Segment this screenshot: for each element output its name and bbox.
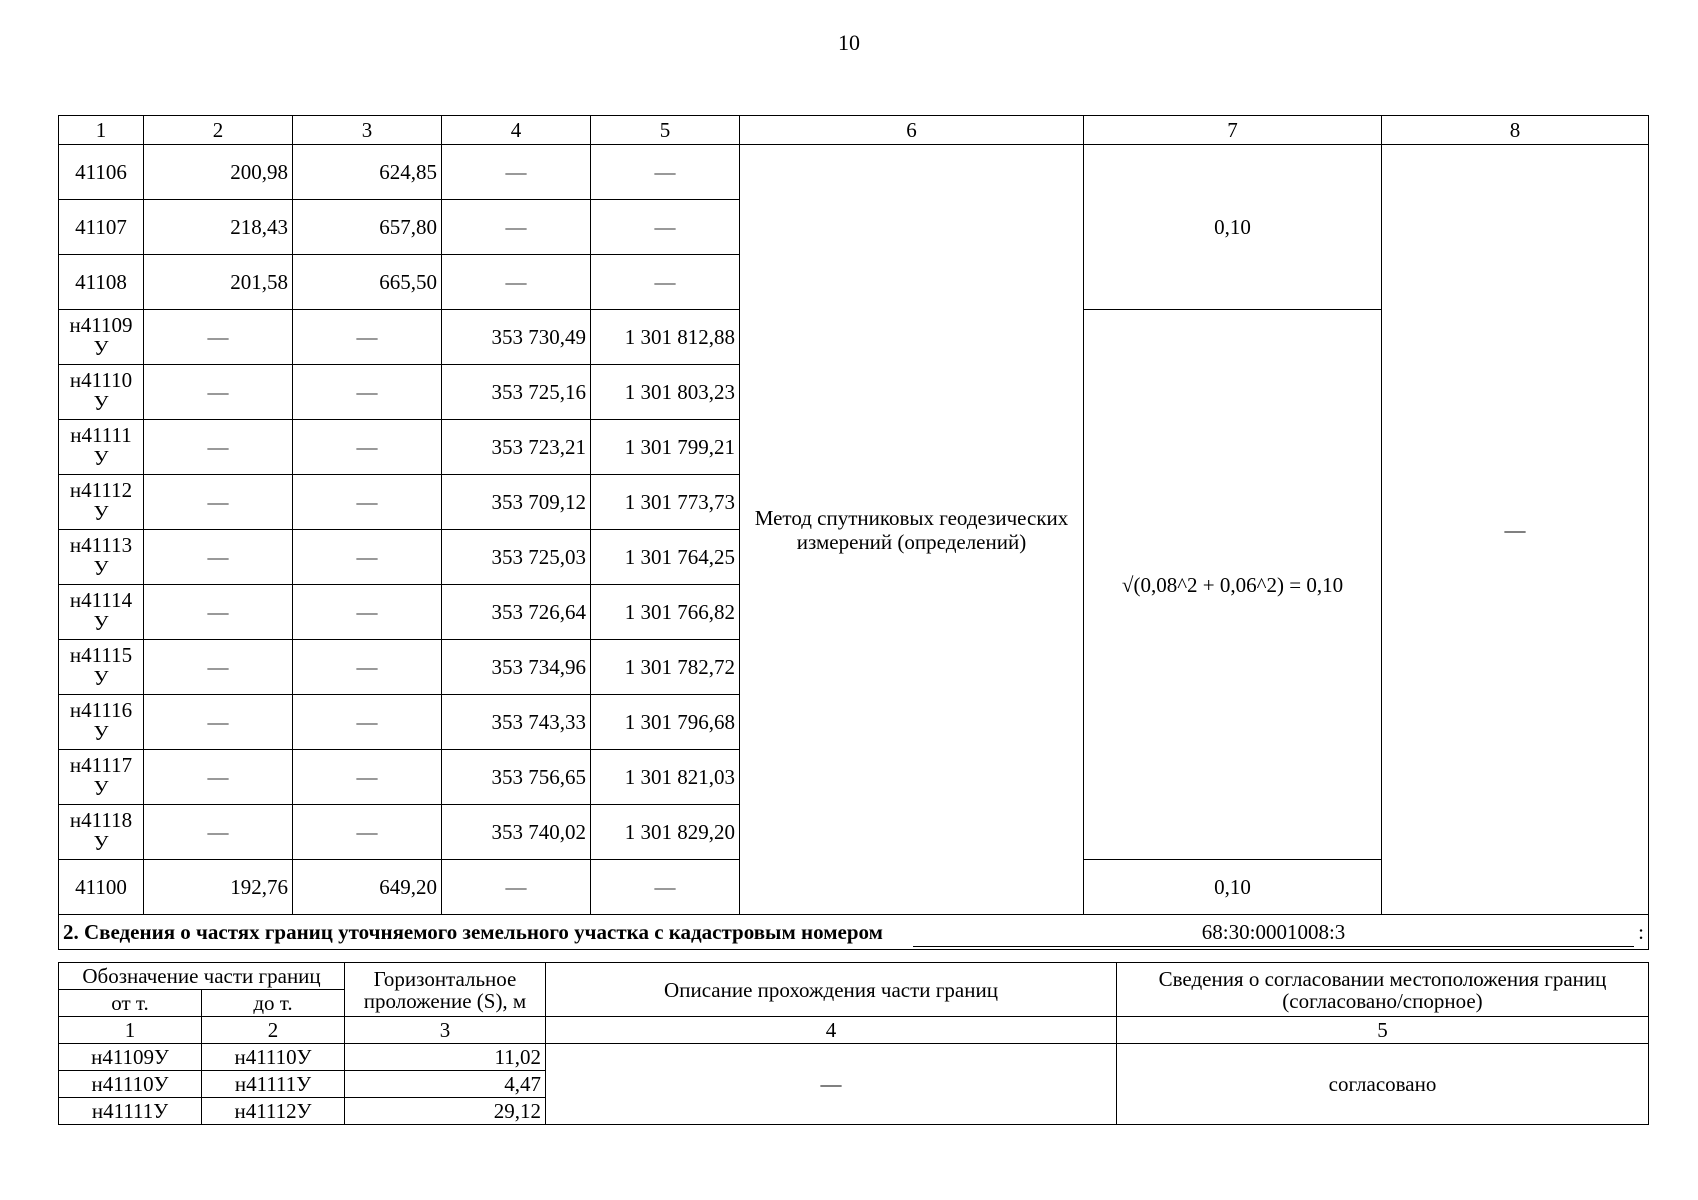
new-y: — — [591, 145, 740, 200]
old-x: — — [144, 585, 293, 640]
new-y: — — [591, 200, 740, 255]
old-x: — — [144, 805, 293, 860]
point-name: н41113 У — [59, 530, 144, 585]
point-name: 41106 — [59, 145, 144, 200]
section2-title: 2. Сведения о частях границ уточняемого земельного участка с кадастровым номером — [63, 920, 883, 944]
header-description: Описание прохождения части границ — [546, 963, 1117, 1017]
new-y: — — [591, 860, 740, 915]
section2-cell — [59, 915, 1649, 950]
accuracy-bottom: 0,10 — [1084, 860, 1382, 915]
old-y: — — [293, 310, 442, 365]
header-to: до т. — [202, 990, 345, 1017]
old-y: — — [293, 695, 442, 750]
col-header: 8 — [1382, 116, 1649, 145]
point-name: н41110 У — [59, 365, 144, 420]
old-x: 201,58 — [144, 255, 293, 310]
new-x: 353 734,96 — [442, 640, 591, 695]
old-x: — — [144, 750, 293, 805]
part-from: н41111У — [59, 1098, 202, 1125]
point-name: н41116 У — [59, 695, 144, 750]
header-length: Горизонтальное проложение (S), м — [345, 963, 546, 1017]
col-header: 1 — [59, 116, 144, 145]
point-name: н41114 У — [59, 585, 144, 640]
point-name: 41108 — [59, 255, 144, 310]
col-number: 4 — [546, 1017, 1117, 1044]
new-x: 353 723,21 — [442, 420, 591, 475]
old-x: 200,98 — [144, 145, 293, 200]
part-description: — — [546, 1044, 1117, 1125]
col-header: 2 — [144, 116, 293, 145]
old-x: — — [144, 365, 293, 420]
new-y: 1 301 812,88 — [591, 310, 740, 365]
old-y: 665,50 — [293, 255, 442, 310]
old-y: 624,85 — [293, 145, 442, 200]
new-x: — — [442, 255, 591, 310]
header-from: от т. — [59, 990, 202, 1017]
new-x: 353 709,12 — [442, 475, 591, 530]
new-x: 353 743,33 — [442, 695, 591, 750]
point-name: н41111 У — [59, 420, 144, 475]
point-name: н41112 У — [59, 475, 144, 530]
point-name: н41109 У — [59, 310, 144, 365]
col-number: 3 — [345, 1017, 546, 1044]
old-y: — — [293, 530, 442, 585]
new-x: 353 730,49 — [442, 310, 591, 365]
col-header: 3 — [293, 116, 442, 145]
part-length: 29,12 — [345, 1098, 546, 1125]
point-name: 41107 — [59, 200, 144, 255]
old-x: — — [144, 310, 293, 365]
col8-cell: — — [1382, 145, 1649, 915]
accuracy-formula: √(0,08^2 + 0,06^2) = 0,10 — [1084, 310, 1382, 860]
parts-header-row — [59, 963, 1649, 990]
new-x: — — [442, 860, 591, 915]
part-to: н41110У — [202, 1044, 345, 1071]
header-designation: Обозначение части границ — [59, 963, 345, 990]
new-y: 1 301 782,72 — [591, 640, 740, 695]
header-agreement: Сведения о согласовании местоположения границ (согласовано/спорное) — [1117, 963, 1649, 1017]
old-y: — — [293, 750, 442, 805]
section2-row — [59, 915, 1649, 950]
new-y: — — [591, 255, 740, 310]
old-y: — — [293, 805, 442, 860]
cadastral-number: 68:30:0001008:3 — [913, 918, 1634, 947]
new-x: 353 756,65 — [442, 750, 591, 805]
point-name: н41117 У — [59, 750, 144, 805]
old-x: — — [144, 695, 293, 750]
new-y: 1 301 766,82 — [591, 585, 740, 640]
point-name: н41118 У — [59, 805, 144, 860]
part-from: н41109У — [59, 1044, 202, 1071]
old-y: 657,80 — [293, 200, 442, 255]
boundary-parts-table — [58, 962, 1649, 1125]
part-length: 4,47 — [345, 1071, 546, 1098]
new-x: 353 725,16 — [442, 365, 591, 420]
new-x: — — [442, 145, 591, 200]
table-row — [59, 145, 1649, 200]
point-name: н41115 У — [59, 640, 144, 695]
old-x: — — [144, 640, 293, 695]
old-x: — — [144, 530, 293, 585]
section2-colon: : — [1638, 920, 1644, 944]
col-header: 4 — [442, 116, 591, 145]
col-header: 6 — [740, 116, 1084, 145]
part-from: н41110У — [59, 1071, 202, 1098]
old-y: — — [293, 420, 442, 475]
part-to: н41111У — [202, 1071, 345, 1098]
new-y: 1 301 796,68 — [591, 695, 740, 750]
parts-number-row — [59, 1017, 1649, 1044]
method-cell: Метод спутниковых геодезических измерений (определений) — [740, 145, 1084, 915]
old-y: 649,20 — [293, 860, 442, 915]
part-to: н41112У — [202, 1098, 345, 1125]
col-header: 7 — [1084, 116, 1382, 145]
table-row — [59, 1044, 1649, 1071]
part-length: 11,02 — [345, 1044, 546, 1071]
col-number: 2 — [202, 1017, 345, 1044]
old-y: — — [293, 365, 442, 420]
new-x: 353 726,64 — [442, 585, 591, 640]
new-x: — — [442, 200, 591, 255]
accuracy-top: 0,10 — [1084, 145, 1382, 310]
old-x: — — [144, 420, 293, 475]
old-x: 218,43 — [144, 200, 293, 255]
old-x: 192,76 — [144, 860, 293, 915]
new-y: 1 301 773,73 — [591, 475, 740, 530]
new-y: 1 301 764,25 — [591, 530, 740, 585]
col-header: 5 — [591, 116, 740, 145]
col-number: 5 — [1117, 1017, 1649, 1044]
new-y: 1 301 829,20 — [591, 805, 740, 860]
new-x: 353 740,02 — [442, 805, 591, 860]
old-y: — — [293, 585, 442, 640]
part-agreement: согласовано — [1117, 1044, 1649, 1125]
column-number-row — [59, 116, 1649, 145]
old-x: — — [144, 475, 293, 530]
new-y: 1 301 821,03 — [591, 750, 740, 805]
new-y: 1 301 803,23 — [591, 365, 740, 420]
page-number: 10 — [838, 30, 860, 55]
old-y: — — [293, 475, 442, 530]
col-number: 1 — [59, 1017, 202, 1044]
new-y: 1 301 799,21 — [591, 420, 740, 475]
old-y: — — [293, 640, 442, 695]
coordinates-table — [58, 115, 1649, 950]
point-name: 41100 — [59, 860, 144, 915]
new-x: 353 725,03 — [442, 530, 591, 585]
